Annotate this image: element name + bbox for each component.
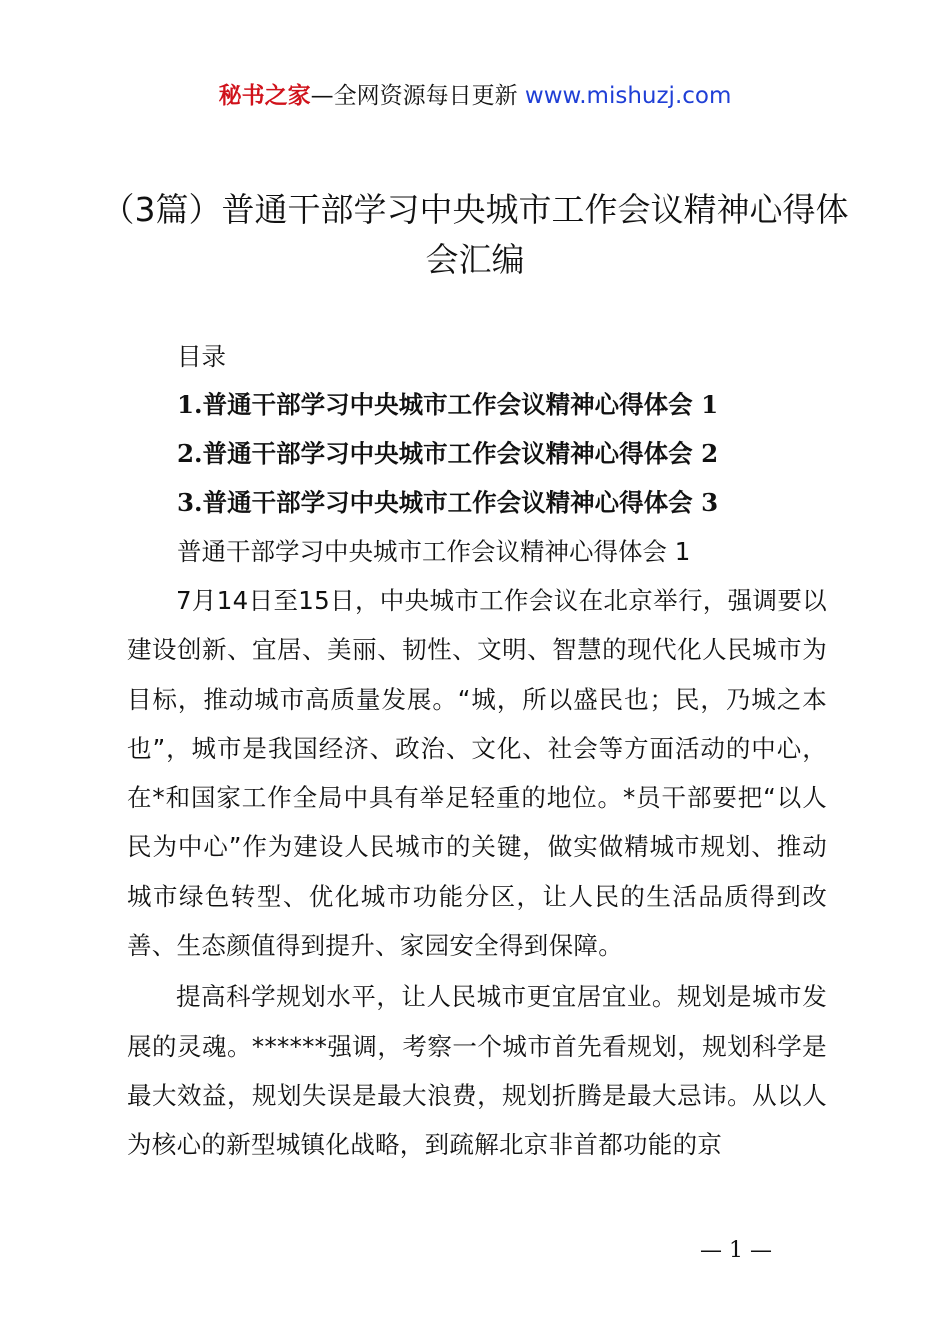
- toc-item-1[interactable]: 1.普通干部学习中央城市工作会议精神心得体会 1: [177, 390, 719, 419]
- document-title: （3篇）普通干部学习中央城市工作会议精神心得体会汇编: [101, 190, 849, 279]
- article-heading: 普通干部学习中央城市工作会议精神心得体会 1: [177, 537, 691, 566]
- site-tagline: —全网资源每日更新: [310, 83, 525, 109]
- document-body: [127, 333, 827, 1170]
- toc-heading: 目录: [177, 342, 226, 371]
- table-of-contents: [127, 380, 827, 527]
- toc-item-3[interactable]: 3.普通干部学习中央城市工作会议精神心得体会 3: [177, 488, 719, 517]
- site-banner: [0, 80, 950, 112]
- article-paragraph-2: 提高科学规划水平，让人民城市更宜居宜业。规划是城市发展的灵魂。******强调，考察一个城市首先看规划，规划科学是最大效益，规划失误是最大浪费，规划折腾是最大忌讳。从以人为核心的新型城镇化战略，到疏解北京非首都功能的京: [127, 982, 827, 1160]
- site-brand: 秘书之家: [218, 83, 311, 109]
- site-url-link[interactable]: www.mishuzj.com: [524, 83, 732, 109]
- page-number: — 1 —: [700, 1238, 772, 1263]
- article-paragraph-1: 7月14日至15日，中央城市工作会议在北京举行，强调要以建设创新、宜居、美丽、韧性、文明、智慧的现代化人民城市为目标，推动城市高质量发展。“城，所以盛民也；民，乃城之本也”，城市是我国经济、政治、文化、社会等方面活动的中心，在*和国家工作全局中具有举足轻重的地位。*员干部要把“以人民为中心”作为建设人民城市的关键，做实做精城市规划、推动城市绿色转型、优化城市功能分区，让人民的生活品质得到改善、生态颜值得到提升、家园安全得到保障。: [127, 586, 827, 961]
- toc-item-2[interactable]: 2.普通干部学习中央城市工作会议精神心得体会 2: [177, 439, 719, 468]
